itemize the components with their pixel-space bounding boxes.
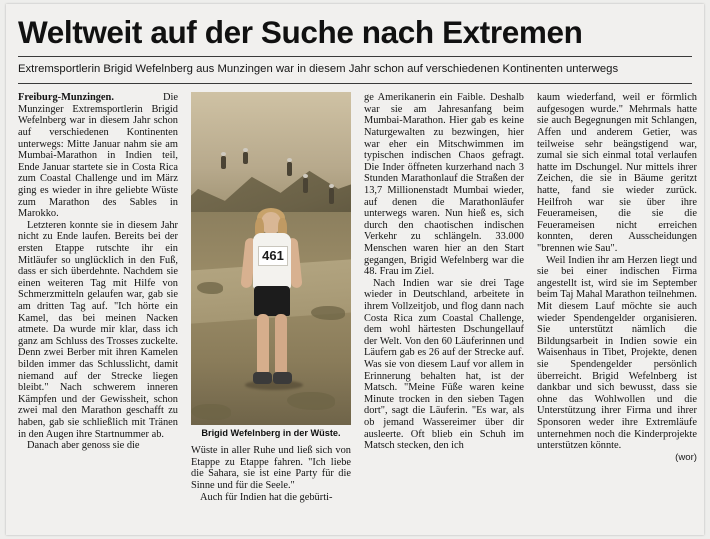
paragraph: Wüste in aller Ruhe und ließ sich von Etappe zu Etappe fahren. "Ich liebe die Sahara, sie ist eine Party für die Sinne und für die Seele." xyxy=(191,445,351,492)
article-column-3 xyxy=(364,92,524,451)
main-runner-figure xyxy=(235,212,309,424)
paragraph: Danach aber genoss sie die xyxy=(27,440,140,452)
distant-runner xyxy=(287,162,292,176)
article-sheet xyxy=(6,4,704,535)
paragraph: kaum wiederfand, weil er förmlich aufgesogen wurde." Mehrmals hatte sie auch Begegnungen mit Schlangen, Affen und anderem Getier, was teilweise sehr beängstigend war, zumal sie sich einmal total verlaufen hatte im Dschungel. Nur mittels ihrer Zeichen, die sie in Bäume geritzt hatte, fand sie wieder zurück. Heilfroh war sie über ihre Feuerameisen, die sie die Feuerameisen nicht erreichen konnten, deren Ausscheidungen "brennen wie Sau". xyxy=(537,92,697,255)
article-column-4 xyxy=(537,92,697,462)
paragraph: Freiburg-Munzingen. Die Munzinger Extremsportlerin Brigid Wefelnberg war in diesem Jahr schon auf verschiedenen Kontinenten unterwegs: Mitte Januar nahm sie am Mumbai-Marathon in Indien teil, Ende Januar startete sie in Costa Rica zum Coastal Challenge und im März ging es wieder in ihre geliebte Wüste zum Marathon des Sables in Marokko. xyxy=(18,92,178,220)
distant-runner xyxy=(243,152,248,164)
right-shoe xyxy=(273,372,292,384)
page-title: Weltweit auf der Suche nach Extremen xyxy=(18,14,583,50)
running-shorts xyxy=(254,286,290,316)
article-subhead: Extremsportlerin Brigid Wefelnberg aus Munzingen war in diesem Jahr schon auf verschiedenen Kontinenten unterwegs xyxy=(18,62,619,75)
dateline: Freiburg-Munzingen. xyxy=(18,92,163,104)
left-shoe xyxy=(253,372,272,384)
distant-runner xyxy=(329,188,334,204)
photo-figure xyxy=(191,92,351,439)
race-bib: 461 xyxy=(258,246,288,266)
article-columns xyxy=(16,92,697,503)
right-leg xyxy=(275,314,287,376)
byline: (wor) xyxy=(675,451,697,463)
article-column-1 xyxy=(18,92,178,451)
distant-runner xyxy=(303,178,308,193)
paragraph: Weil Indien ihr am Herzen liegt und sie bei einer indischen Firma angestellt ist, wird sie im September beim Taj Mahal Marathon teilnehmen. Mit diesem Lauf möchte sie auch wieder Spendengelder organisieren. Sie unterstützt nämlich die Bildungsarbeit in Indien sowie ein Waisenhaus in Tibet, Projekte, denen sie Spendengelder persönlich überreicht. Brigid Wefelnberg ist dankbar und sich bewusst, dass sie ohne das Wohlwollen und die Unterstützung ihrer Firma und ihrer Sponsoren weder ihre Extremläufe unternehmen noch die Kinderprojekte unterstützen könnte. xyxy=(537,254,697,452)
distant-runner xyxy=(221,156,226,169)
desert-runner-photo xyxy=(191,92,351,425)
left-leg xyxy=(257,314,269,376)
paragraph: ge Amerikanerin ein Faible. Deshalb war sie am Jahresanfang beim Mumbai-Marathon. Hier gab es keine Naturgewalten zu bezwingen, hier war eher ein Mitschwimmen im typischen indischen Chaos gefragt. Die Inder öffneten kurzerhand nach 3 Stunden Marathonlauf die Straßen der 13,7 Millionenstadt Mumbai wieder, auf denen die Marathonläufer unterwegs waren. Nun hieß es, sich durch den chaotischen indischen Verkehr zu schlängeln. 33.000 Menschen waren hier an den Start gegangen, Brigid Wefelnberg war die 48. Frau im Ziel. xyxy=(364,92,524,278)
divider-second xyxy=(18,83,692,84)
divider-top xyxy=(18,56,692,57)
article-column-2 xyxy=(191,92,351,503)
photo-caption: Brigid Wefelnberg in der Wüste. xyxy=(201,428,341,439)
paragraph: Letzteren konnte sie in diesem Jahr nicht zu Ende laufen. Bereits bei der ersten Etappe rutschte ihr ein Mitläufer so unglücklich in den Fuß, dass er sich überdehnte. Nachdem sie einen weiteren Tag mit Hilfe von Schmerzmitteln gelaufen war, gab sie am dritten Tag auf. "Ich hörte ein Kamel, das bei meinen Nacken atmete. Da wurde mir klar, dass ich ganz am Schluss des Trosses zuckelte. Denn zwei Berber mit ihren Kamelen bilden immer das Schlusslicht, damit niemand auf der Strecke liegen bleibt." Nach schwerem inneren Kämpfen und der Gewissheit, schon zwei mal den Marathon geschafft zu haben, gab sie schließlich mit Tränen in den Augen ihre Startnummer ab. xyxy=(18,219,178,440)
paragraph: Nach Indien war sie drei Tage wieder in Deutschland, arbeitete in ihrem Vollzeitjob, und flog dann nach Costa Rica zum Coastal Challenge, dem wohl härtesten Dschungellauf der Welt. Von den 60 Läuferinnen und Läufern gab es 26 auf der Strecke auf. Was sie von diesem Lauf vor allem in Erinnerung behalten hat, ist der Matsch. "Meine Füße waren keine Minute trocken in den sieben Tagen dort", sagt die Läuferin. "Es war, als ob jemand Wassereimer über dir ausleerte. Oft blieb ein Schuh im Matsch stecken, den ich xyxy=(364,277,524,452)
paragraph: Auch für Indien hat die gebürti- xyxy=(200,491,333,503)
